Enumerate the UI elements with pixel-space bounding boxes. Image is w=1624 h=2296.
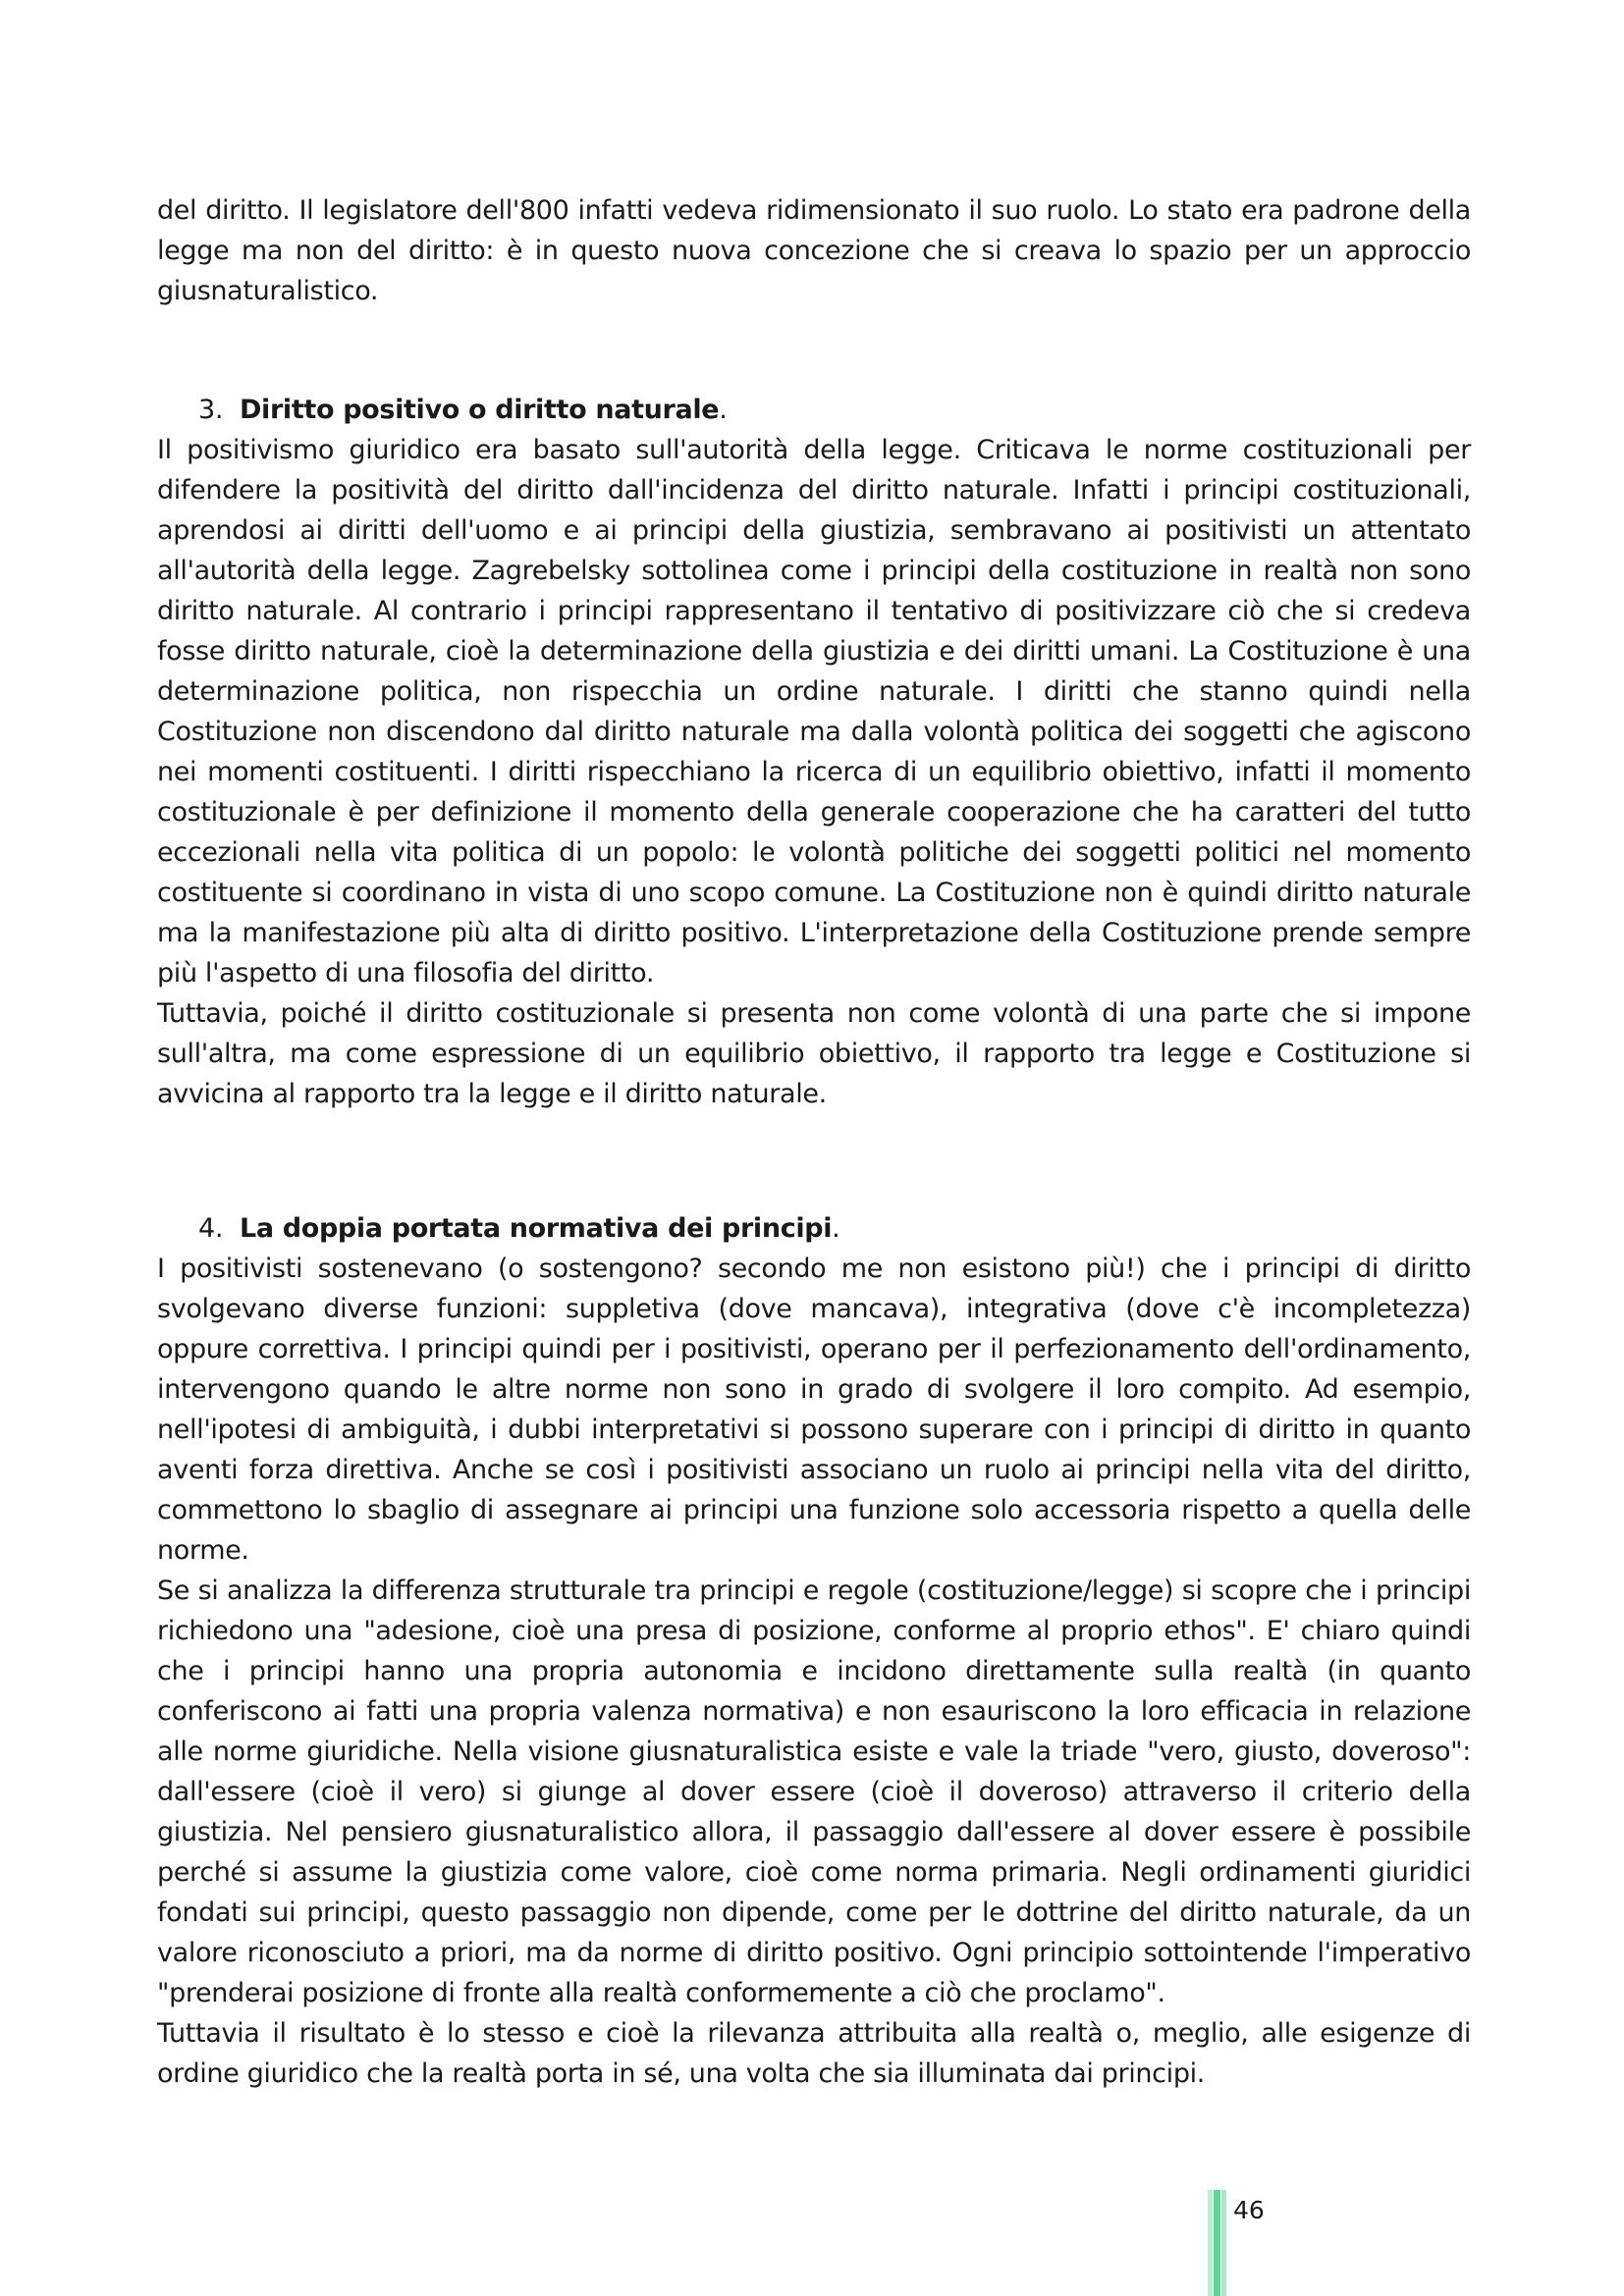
page-number: 46 [1233,2196,1265,2224]
document-page [157,190,1471,2094]
section-4-paragraph-3: Tuttavia il risultato è lo stesso e cioè la rilevanza attribuita alla realtà o, meglio, alle esigenze di ordine giuridico che la realtà porta in sé, una volta che sia illuminata dai principi. [157,2018,1471,2089]
section-4-paragraph-1: I positivisti sostenevano (o sostengono? secondo me non esistono più!) che i principi di diritto svolgevano diverse funzioni: suppletiva (dove mancava), integrativa (dove c'è incompletezza) oppure correttiva. I principi quindi per i positivisti, operano per il perfezionamento dell'ordinamento, intervengono quando le altre norme non sono in grado di svolgere il loro compito. Ad esempio, nell'ipotesi di ambiguità, i dubbi interpretativi si possono superare con i principi di diritto in quanto aventi forza direttiva. Anche se così i positivisti associano un ruolo ai principi nella vita del diritto, commettono lo sbaglio di assegnare ai principi una funzione solo accessoria rispetto a quella delle norme. [157,1254,1471,1566]
footer-bar [1214,2190,1220,2296]
intro-paragraph: del diritto. Il legislatore dell'800 infatti vedeva ridimensionato il suo ruolo. Lo stato era padrone della legge ma non del diritto: è in questo nuova concezione che si creava lo spazio per un approccio giusnaturalistico. [157,195,1471,306]
section-4-heading [157,1208,1471,1249]
section-3-heading [157,390,1471,430]
footer-bar [1221,2190,1226,2296]
section-4-number: 4. [198,1213,224,1244]
section-4-title: La doppia portata normativa dei principi [240,1213,833,1244]
section-3-paragraph-1: Il positivismo giuridico era basato sull'autorità della legge. Criticava le norme costituzionali per difendere la positività del diritto dall'incidenza del diritto naturale. Infatti i principi costituzionali, aprendosi ai diritti dell'uomo e ai principi della giustizia, sembravano ai positivisti un attentato all'autorità della legge. Zagrebelsky sottolinea come i principi della costituzione in realtà non sono diritto naturale. Al contrario i principi rappresentano il tentativo di positivizzare ciò che si credeva fosse diritto naturale, cioè la determinazione della giustizia e dei diritti umani. La Costituzione è una determinazione politica, non rispecchia un ordine naturale. I diritti che stanno quindi nella Costituzione non discendono dal diritto naturale ma dalla volontà politica dei soggetti che agiscono nei momenti costituenti. I diritti rispecchiano la ricerca di un equilibrio obiettivo, infatti il momento costituzionale è per definizione il momento della generale cooperazione che ha caratteri del tutto eccezionali nella vita politica di un popolo: le volontà politiche dei soggetti politici nel momento costituente si coordinano in vista di uno scopo comune. La Costituzione non è quindi diritto naturale ma la manifestazione più alta di diritto positivo. L'interpretazione della Costituzione prende sempre più l'aspetto di una filosofia del diritto. [157,435,1471,988]
section-3-title-suffix: . [719,395,728,425]
page-number-decoration [1208,2190,1227,2296]
footer-bar [1208,2190,1213,2296]
section-4-title-suffix: . [832,1213,840,1244]
section-3-number: 3. [198,395,224,425]
section-3-paragraph-2: Tuttavia, poiché il diritto costituzionale si presenta non come volontà di una parte che si impone sull'altra, ma come espressione di un equilibrio obiettivo, il rapporto tra legge e Costituzione si avvicina al rapporto tra la legge e il diritto naturale. [157,998,1471,1109]
section-4-paragraph-2: Se si analizza la differenza strutturale tra principi e regole (costituzione/legge) si scopre che i principi richiedono una "adesione, cioè una presa di posizione, conforme al proprio ethos". E' chiaro quindi che i principi hanno una propria autonomia e incidono direttamente sulla realtà (in quanto conferiscono ai fatti una propria valenza normativa) e non esauriscono la loro efficacia in relazione alle norme giuridiche. Nella visione giusnaturalistica esiste e vale la triade "vero, giusto, doveroso": dall'essere (cioè il vero) si giunge al dover essere (cioè il doveroso) attraverso il criterio della giustizia. Nel pensiero giusnaturalistico allora, il passaggio dall'essere al dover essere è possibile perché si assume la giustizia come valore, cioè come norma primaria. Negli ordinamenti giuridici fondati sui principi, questo passaggio non dipende, come per le dottrine del diritto naturale, da un valore riconosciuto a priori, ma da norme di diritto positivo. Ogni principio sottointende l'imperativo "prenderai posizione di fronte alla realtà conformemente a ciò che proclamo". [157,1575,1471,2008]
section-gap [157,311,1471,390]
section-3-title: Diritto positivo o diritto naturale [240,395,720,425]
section-gap [157,1114,1471,1208]
